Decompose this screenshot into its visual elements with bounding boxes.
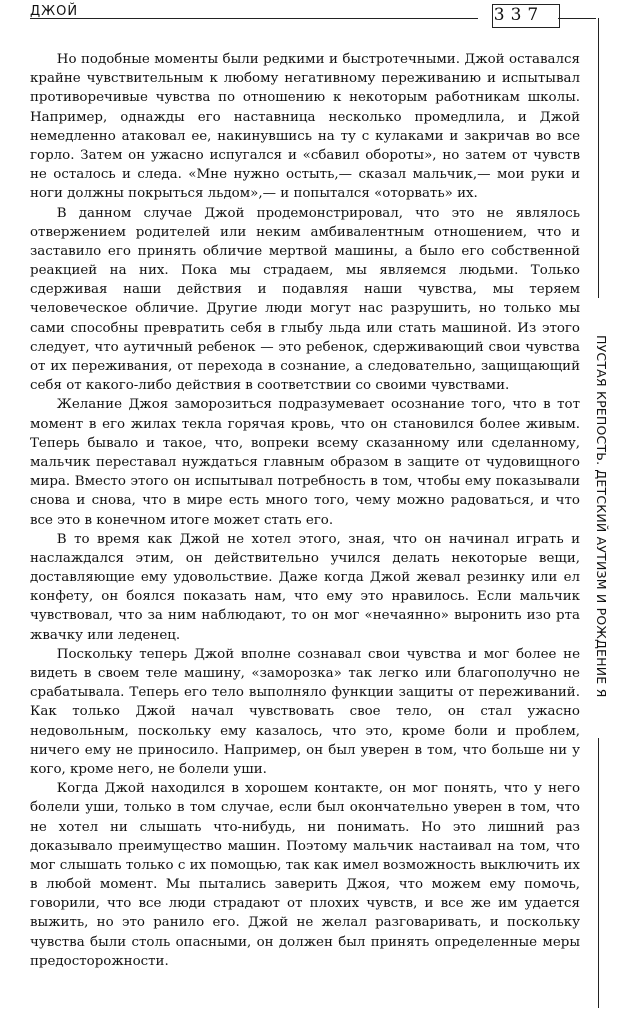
paragraph: Поскольку теперь Джой вполне сознавал свои чувства и мог более не видеть в своем теле машину, «заморозка» так легко или благополучно не срабатывала. Теперь его тело выполняло функции защиты от переживаний. Как только Джой начал чувствовать свое тело, он стал ужасно недовольным, поскольку ему казалось, что это, кроме боли и проблем, ничего ему не приносило. Например, он был уверен в том, что больше ни у кого, кроме него, не болели уши. bbox=[30, 646, 580, 777]
side-running-title: ПУСТАЯ КРЕПОСТЬ. ДЕТСКИЙ АУТИЗМ И РОЖДЕНИЕ Я bbox=[594, 334, 609, 698]
page-number: 337 bbox=[493, 5, 545, 25]
header-rule bbox=[30, 18, 478, 19]
side-rule-top bbox=[598, 18, 599, 298]
page-body bbox=[30, 50, 580, 971]
side-rule-bottom bbox=[598, 738, 599, 1008]
paragraph: Но подобные моменты были редкими и быстротечными. Джой оставался крайне чувствительным к любому негативному переживанию и испытывал противоречивые чувства по отношению к некоторым работникам школы. Например, однажды его наставница несколько промедлила, и Джой немедленно атаковал ее, накинувшись на ту с кулаками и закричав во все горло. Затем он ужасно испугался и «сбавил обороты», но затем от чувств не осталось и следа. «Мне нужно остыть,— сказал мальчик,— мои руки и ноги должны покрыться льдом»,— и попытался «оторвать» их. bbox=[30, 52, 580, 202]
paragraph: Желание Джоя заморозиться подразумевает осознание того, что в тот момент в его жилах текла горячая кровь, что он становился более живым. Теперь бывало и такое, что, вопреки всему сказанному или сделанному, мальчик переставал нуждаться главным образом в защите от чудовищного мира. Вместо этого он испытывал потребность в том, чтобы ему показывали снова и снова, что в мире есть много того, чему можно радоваться, и что все это в конечном итоге может стать его. bbox=[30, 397, 580, 528]
header-rule-right bbox=[558, 18, 596, 19]
paragraph: В данном случае Джой продемонстрировал, что это не являлось отвержением родителей или неким амбивалентным отношением, что и заставило его принять обличие мертвой машины, а было его собственной реакцией на них. Пока мы страдаем, мы являемся людьми. Только сдерживая наши действия и подавляя наши чувства, мы теряем человеческое обличие. Другие люди могут нас разрушить, но только мы сами способны превратить себя в глыбу льда или стать машиной. Из этого следует, что аутичный ребенок — это ребенок, сдерживающий свои чувства от их переживания, от перехода в сознание, а следовательно, защищающий себя от какого-либо действия в соответствии со своими чувствами. bbox=[30, 205, 580, 394]
running-title: ДЖОЙ bbox=[30, 4, 79, 19]
paragraph: В то время как Джой не хотел этого, зная, что он начинал играть и наслаждался этим, он действительно учился делать некоторые вещи, доставляющие ему удовольствие. Даже когда Джой жевал резинку или ел конфету, он боялся показать нам, что ему это нравилось. Если мальчик чувствовал, что за ним наблюдают, то он мог «нечаянно» выронить изо рта жвачку или леденец. bbox=[30, 531, 580, 643]
paragraph: Когда Джой находился в хорошем контакте, он мог понять, что у него болели уши, только в том случае, если был окончательно уверен в том, что не хотел ни слышать что-нибудь, ни понимать. Но это лишний раз доказывало преимущество машин. Поэтому мальчик настаивал на том, что мог слышать только с их помощью, так как имел возможность выключить их в любой момент. Мы пытались заверить Джоя, что можем ему помочь, говорили, что все люди страдают от плохих чувств, и все же им удается выжить, но это ранило его. Джой не желал разговаривать, и поскольку чувства были столь опасными, он должен был принять определенные меры предосторожности. bbox=[30, 781, 580, 969]
